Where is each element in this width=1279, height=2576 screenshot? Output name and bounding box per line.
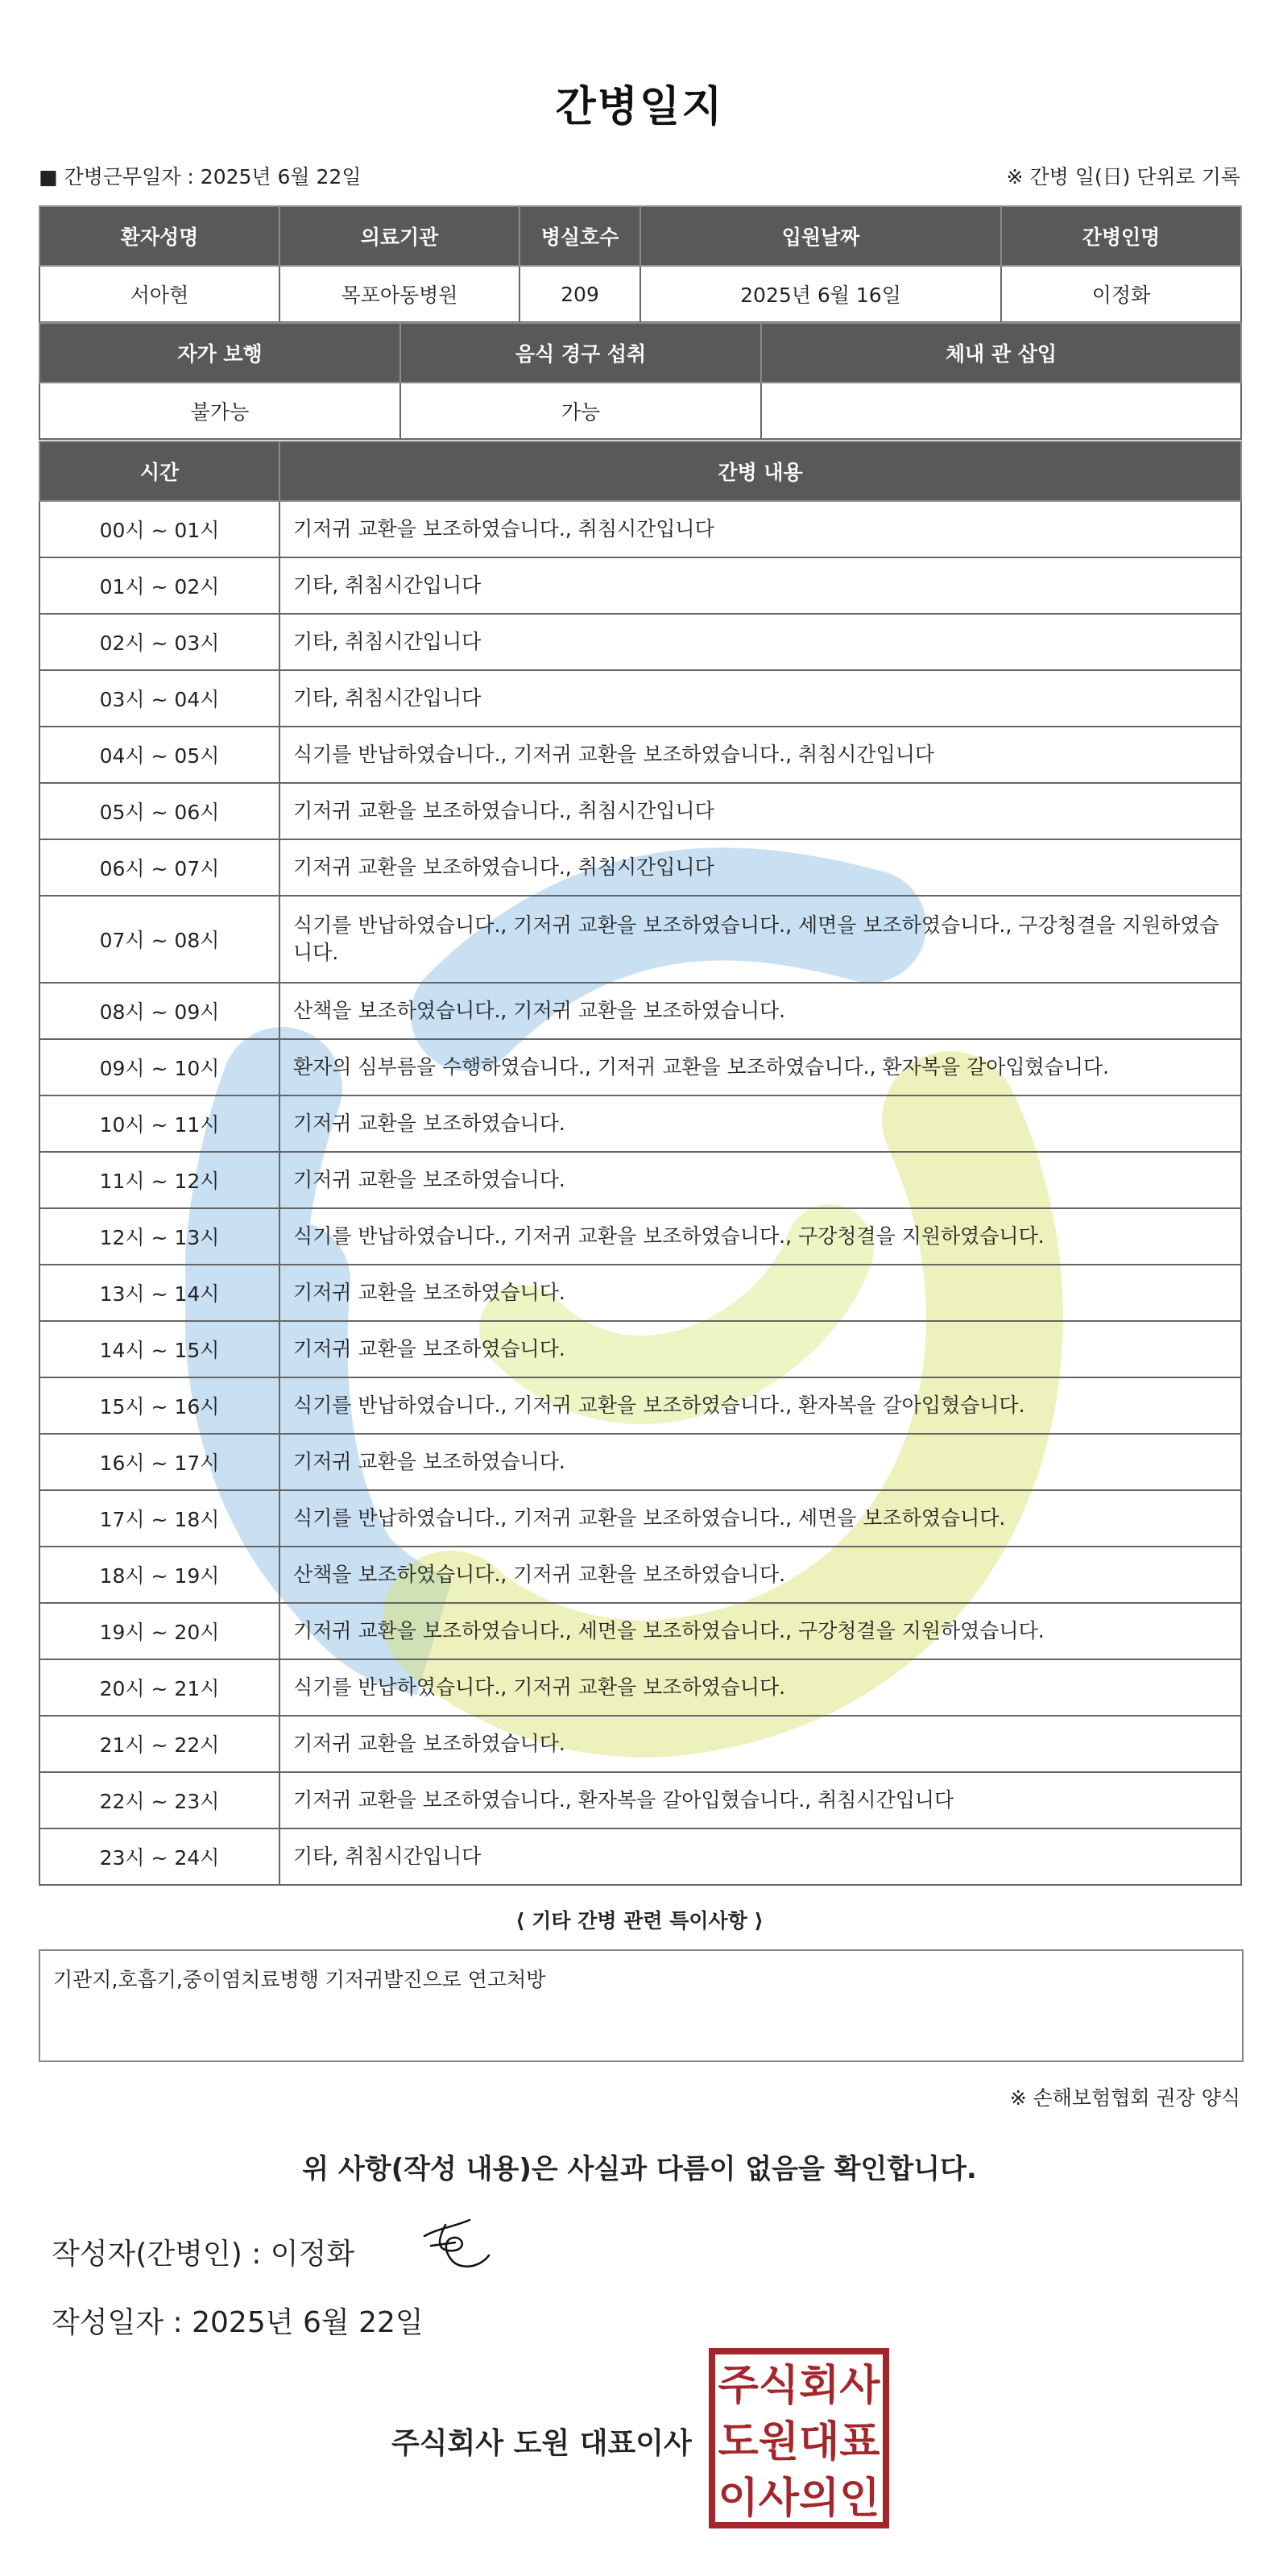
time-slot: 23시 ~ 24시 bbox=[39, 1828, 279, 1885]
patient-status-table bbox=[39, 322, 1242, 440]
care-content: 기저귀 교환을 보조하였습니다. bbox=[279, 1152, 1241, 1208]
time-slot: 06시 ~ 07시 bbox=[39, 839, 279, 896]
care-content: 기저귀 교환을 보조하였습니다. bbox=[279, 1716, 1241, 1772]
header-self-walking: 자가 보행 bbox=[39, 323, 400, 383]
care-content: 기저귀 교환을 보조하였습니다., 환자복을 갈아입혔습니다., 취침시간입니다 bbox=[279, 1772, 1241, 1828]
time-slot: 15시 ~ 16시 bbox=[39, 1377, 279, 1434]
time-slot: 14시 ~ 15시 bbox=[39, 1321, 279, 1377]
written-date: 작성일자 : 2025년 6월 22일 bbox=[52, 2306, 424, 2339]
care-content: 기저귀 교환을 보조하였습니다., 취침시간입니다 bbox=[279, 501, 1241, 557]
table-row bbox=[39, 727, 1241, 783]
time-slot: 18시 ~ 19시 bbox=[39, 1547, 279, 1603]
care-log-table bbox=[39, 441, 1242, 1886]
patient-name: 서아현 bbox=[39, 266, 279, 322]
time-slot: 20시 ~ 21시 bbox=[39, 1659, 279, 1716]
header-caregiver: 간병인명 bbox=[1001, 206, 1241, 266]
table-row bbox=[39, 1603, 1241, 1659]
table-row bbox=[39, 1039, 1241, 1095]
table-row bbox=[39, 1490, 1241, 1547]
care-content: 기저귀 교환을 보조하였습니다., 취침시간입니다 bbox=[279, 783, 1241, 839]
care-content: 식기를 반납하였습니다., 기저귀 교환을 보조하였습니다., 구강청결을 지원하였습니다. bbox=[279, 1208, 1241, 1265]
company-seal-icon bbox=[709, 2348, 889, 2528]
table-row bbox=[39, 1265, 1241, 1321]
care-content: 기저귀 교환을 보조하였습니다. bbox=[279, 1321, 1241, 1377]
tube-insertion bbox=[761, 383, 1241, 439]
signature-icon bbox=[407, 2214, 495, 2278]
table-row bbox=[39, 1772, 1241, 1828]
table-row bbox=[39, 783, 1241, 839]
header-admission-date: 입원날짜 bbox=[640, 206, 1001, 266]
header-patient-name: 환자성명 bbox=[39, 206, 279, 266]
care-content: 기타, 취침시간입니다 bbox=[279, 614, 1241, 670]
table-row bbox=[39, 670, 1241, 727]
care-content: 식기를 반납하였습니다., 기저귀 교환을 보조하였습니다., 환자복을 갈아입혔습니다. bbox=[279, 1377, 1241, 1434]
time-slot: 04시 ~ 05시 bbox=[39, 727, 279, 783]
table-row bbox=[39, 896, 1241, 983]
table-row bbox=[39, 1095, 1241, 1152]
svg-text:주식회사: 주식회사 bbox=[718, 2362, 880, 2410]
time-slot: 22시 ~ 23시 bbox=[39, 1772, 279, 1828]
care-content: 기타, 취침시간입니다 bbox=[279, 1828, 1241, 1885]
care-content: 기저귀 교환을 보조하였습니다. bbox=[279, 1434, 1241, 1490]
svg-text:이사의인: 이사의인 bbox=[718, 2475, 880, 2523]
care-content: 기저귀 교환을 보조하였습니다. bbox=[279, 1265, 1241, 1321]
table-row bbox=[39, 1208, 1241, 1265]
work-date-label: ■ 간병근무일자 : 2025년 6월 22일 bbox=[39, 165, 362, 188]
confirmation-statement: 위 사항(작성 내용)은 사실과 다름이 없음을 확인합니다. bbox=[302, 2153, 977, 2185]
unit-note: ※ 간병 일(日) 단위로 기록 bbox=[1006, 165, 1240, 188]
care-content: 기저귀 교환을 보조하였습니다., 취침시간입니다 bbox=[279, 839, 1241, 896]
time-slot: 03시 ~ 04시 bbox=[39, 670, 279, 727]
time-slot: 05시 ~ 06시 bbox=[39, 783, 279, 839]
time-slot: 02시 ~ 03시 bbox=[39, 614, 279, 670]
table-row bbox=[39, 1828, 1241, 1885]
care-content: 식기를 반납하였습니다., 기저귀 교환을 보조하였습니다. bbox=[279, 1659, 1241, 1716]
svg-text:도원대표: 도원대표 bbox=[718, 2418, 880, 2466]
time-slot: 12시 ~ 13시 bbox=[39, 1208, 279, 1265]
table-row bbox=[39, 614, 1241, 670]
care-content: 기타, 취침시간입니다 bbox=[279, 670, 1241, 727]
special-notes-title: ⟨ 기타 간병 관련 특이사항 ⟩ bbox=[515, 1909, 764, 1932]
time-slot: 13시 ~ 14시 bbox=[39, 1265, 279, 1321]
care-content: 식기를 반납하였습니다., 기저귀 교환을 보조하였습니다., 취침시간입니다 bbox=[279, 727, 1241, 783]
table-row bbox=[39, 1716, 1241, 1772]
room-number: 209 bbox=[519, 266, 640, 322]
form-note: ※ 손해보험협회 권장 양식 bbox=[1009, 2086, 1240, 2110]
admission-date: 2025년 6월 16일 bbox=[640, 266, 1001, 322]
time-slot: 08시 ~ 09시 bbox=[39, 983, 279, 1039]
table-row bbox=[39, 1547, 1241, 1603]
caregiver-name: 이정화 bbox=[1001, 266, 1241, 322]
time-slot: 00시 ~ 01시 bbox=[39, 501, 279, 557]
header-oral-intake: 음식 경구 섭취 bbox=[400, 323, 761, 383]
table-row bbox=[39, 557, 1241, 614]
time-slot: 16시 ~ 17시 bbox=[39, 1434, 279, 1490]
self-walking: 불가능 bbox=[39, 383, 400, 439]
time-slot: 11시 ~ 12시 bbox=[39, 1152, 279, 1208]
header-tube-insertion: 체내 관 삽입 bbox=[761, 323, 1241, 383]
table-row bbox=[39, 1659, 1241, 1716]
special-notes-box: 기관지,호흡기,중이염치료병행 기저귀발진으로 연고처방 bbox=[39, 1949, 1244, 2062]
company-representative: 주식회사 도원 대표이사 bbox=[391, 2427, 692, 2460]
oral-intake: 가능 bbox=[400, 383, 761, 439]
hospital: 목포아동병원 bbox=[279, 266, 519, 322]
care-content: 기타, 취침시간입니다 bbox=[279, 557, 1241, 614]
header-room: 병실호수 bbox=[519, 206, 640, 266]
header-time: 시간 bbox=[39, 441, 279, 501]
time-slot: 17시 ~ 18시 bbox=[39, 1490, 279, 1547]
table-row bbox=[39, 501, 1241, 557]
page-title: 간병일지 bbox=[555, 83, 724, 131]
care-content: 기저귀 교환을 보조하였습니다. bbox=[279, 1095, 1241, 1152]
table-row bbox=[39, 1321, 1241, 1377]
header-care-content: 간병 내용 bbox=[279, 441, 1241, 501]
care-content: 산책을 보조하였습니다., 기저귀 교환을 보조하였습니다. bbox=[279, 983, 1241, 1039]
care-content: 식기를 반납하였습니다., 기저귀 교환을 보조하였습니다., 세면을 보조하였습니다., 구강청결을 지원하였습니다. bbox=[279, 896, 1241, 983]
header-hospital: 의료기관 bbox=[279, 206, 519, 266]
table-row bbox=[39, 1377, 1241, 1434]
writer-line: 작성자(간병인) : 이정화 bbox=[52, 2238, 355, 2271]
patient-info-table bbox=[39, 205, 1242, 323]
table-row bbox=[39, 1152, 1241, 1208]
time-slot: 19시 ~ 20시 bbox=[39, 1603, 279, 1659]
time-slot: 10시 ~ 11시 bbox=[39, 1095, 279, 1152]
time-slot: 09시 ~ 10시 bbox=[39, 1039, 279, 1095]
table-row bbox=[39, 839, 1241, 896]
care-content: 식기를 반납하였습니다., 기저귀 교환을 보조하였습니다., 세면을 보조하였습니다. bbox=[279, 1490, 1241, 1547]
table-row bbox=[39, 1434, 1241, 1490]
care-content: 산책을 보조하였습니다., 기저귀 교환을 보조하였습니다. bbox=[279, 1547, 1241, 1603]
table-row bbox=[39, 983, 1241, 1039]
time-slot: 07시 ~ 08시 bbox=[39, 896, 279, 983]
care-content: 환자의 심부름을 수행하였습니다., 기저귀 교환을 보조하였습니다., 환자복을 갈아입혔습니다. bbox=[279, 1039, 1241, 1095]
care-content: 기저귀 교환을 보조하였습니다., 세면을 보조하였습니다., 구강청결을 지원하였습니다. bbox=[279, 1603, 1241, 1659]
time-slot: 01시 ~ 02시 bbox=[39, 557, 279, 614]
time-slot: 21시 ~ 22시 bbox=[39, 1716, 279, 1772]
